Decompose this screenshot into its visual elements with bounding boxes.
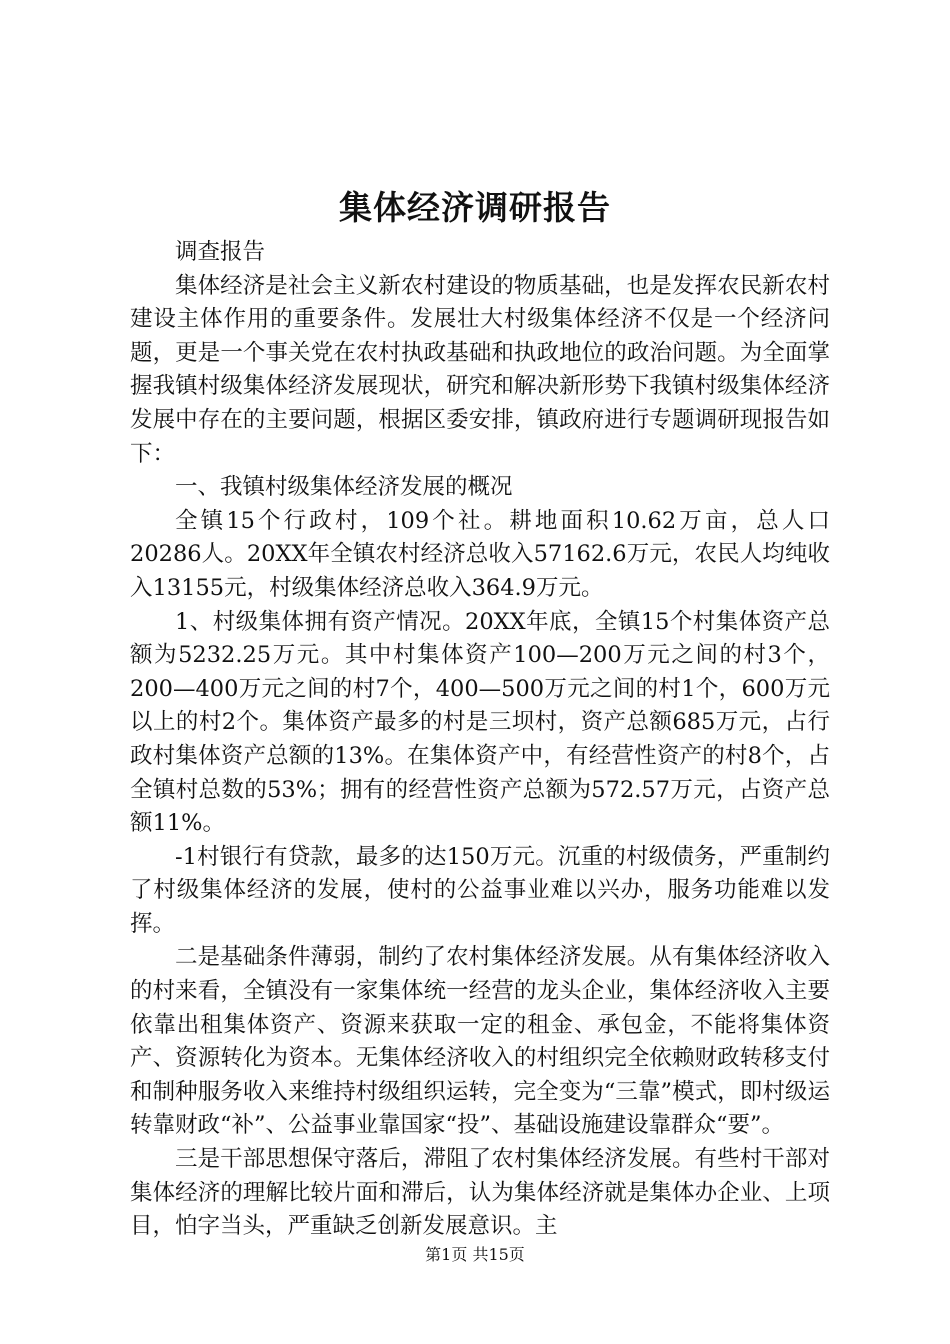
paragraph-debt: -1村银行有贷款，最多的达150万元。沉重的村级债务，严重制约了村级集体经济的发展，使村的公益事业难以兴办，服务功能难以发挥。 [130,843,830,937]
page-footer: 第1页 共15页 [425,1245,525,1264]
document-body [130,236,830,1244]
paragraph-cadre-thinking: 三是干部思想保守落后，滞阻了农村集体经济发展。有些村干部对集体经济的理解比较片面和滞后，认为集体经济就是集体办企业、上项目，怕字当头，严重缺乏创新发展意识。主 [130,1146,830,1240]
document-title: 集体经济调研报告 [339,188,611,227]
paragraph-town-summary: 全镇15个行政村，109个社。耕地面积10.62万亩，总人口20286人。20XX年全镇农村经济总收入57162.6万元，农民人均纯收入13155元，村级集体经济总收入364.9万元。 [130,507,830,601]
paragraph-intro: 集体经济是社会主义新农村建设的物质基础，也是发挥农民新农村建设主体作用的重要条件。发展壮大村级集体经济不仅是一个经济问题，更是一个事关党在农村执政基础和执政地位的政治问题。为全面掌握我镇村级集体经济发展现状，研究和解决新形势下我镇村级集体经济发展中存在的主要问题，根据区委安排，镇政府进行专题调研现报告如下： [130,272,830,467]
paragraph-heading: 调查报告 [175,239,266,265]
paragraph-infrastructure: 二是基础条件薄弱，制约了农村集体经济发展。从有集体经济收入的村来看，全镇没有一家集体统一经营的龙头企业，集体经济收入主要依靠出租集体资产、资源来获取一定的租金、承包金，不能将集体资产、资源转化为资本。无集体经济收入的村组织完全依赖财政转移支付和制种服务收入来维持村级组织运转，完全变为“三靠”模式，即村级运转靠财政“补”、公益事业靠国家“投”、基础设施建设靠群众“要”。 [130,944,830,1139]
paragraph-asset-situation: 1、村级集体拥有资产情况。20XX年底，全镇15个村集体资产总额为5232.25万元。其中村集体资产100—200万元之间的村3个，200—400万元之间的村7个，400—500万元之间的村1个，600万元以上的村2个。集体资产最多的村是三坝村，资产总额685万元，占行政村集体资产总额的13%。在集体资产中，有经营性资产的村8个，占全镇村总数的53%；拥有的经营性资产总额为572.57万元，占资产总额11%。 [130,608,830,837]
section-heading-overview: 一、我镇村级集体经济发展的概况 [175,474,513,501]
